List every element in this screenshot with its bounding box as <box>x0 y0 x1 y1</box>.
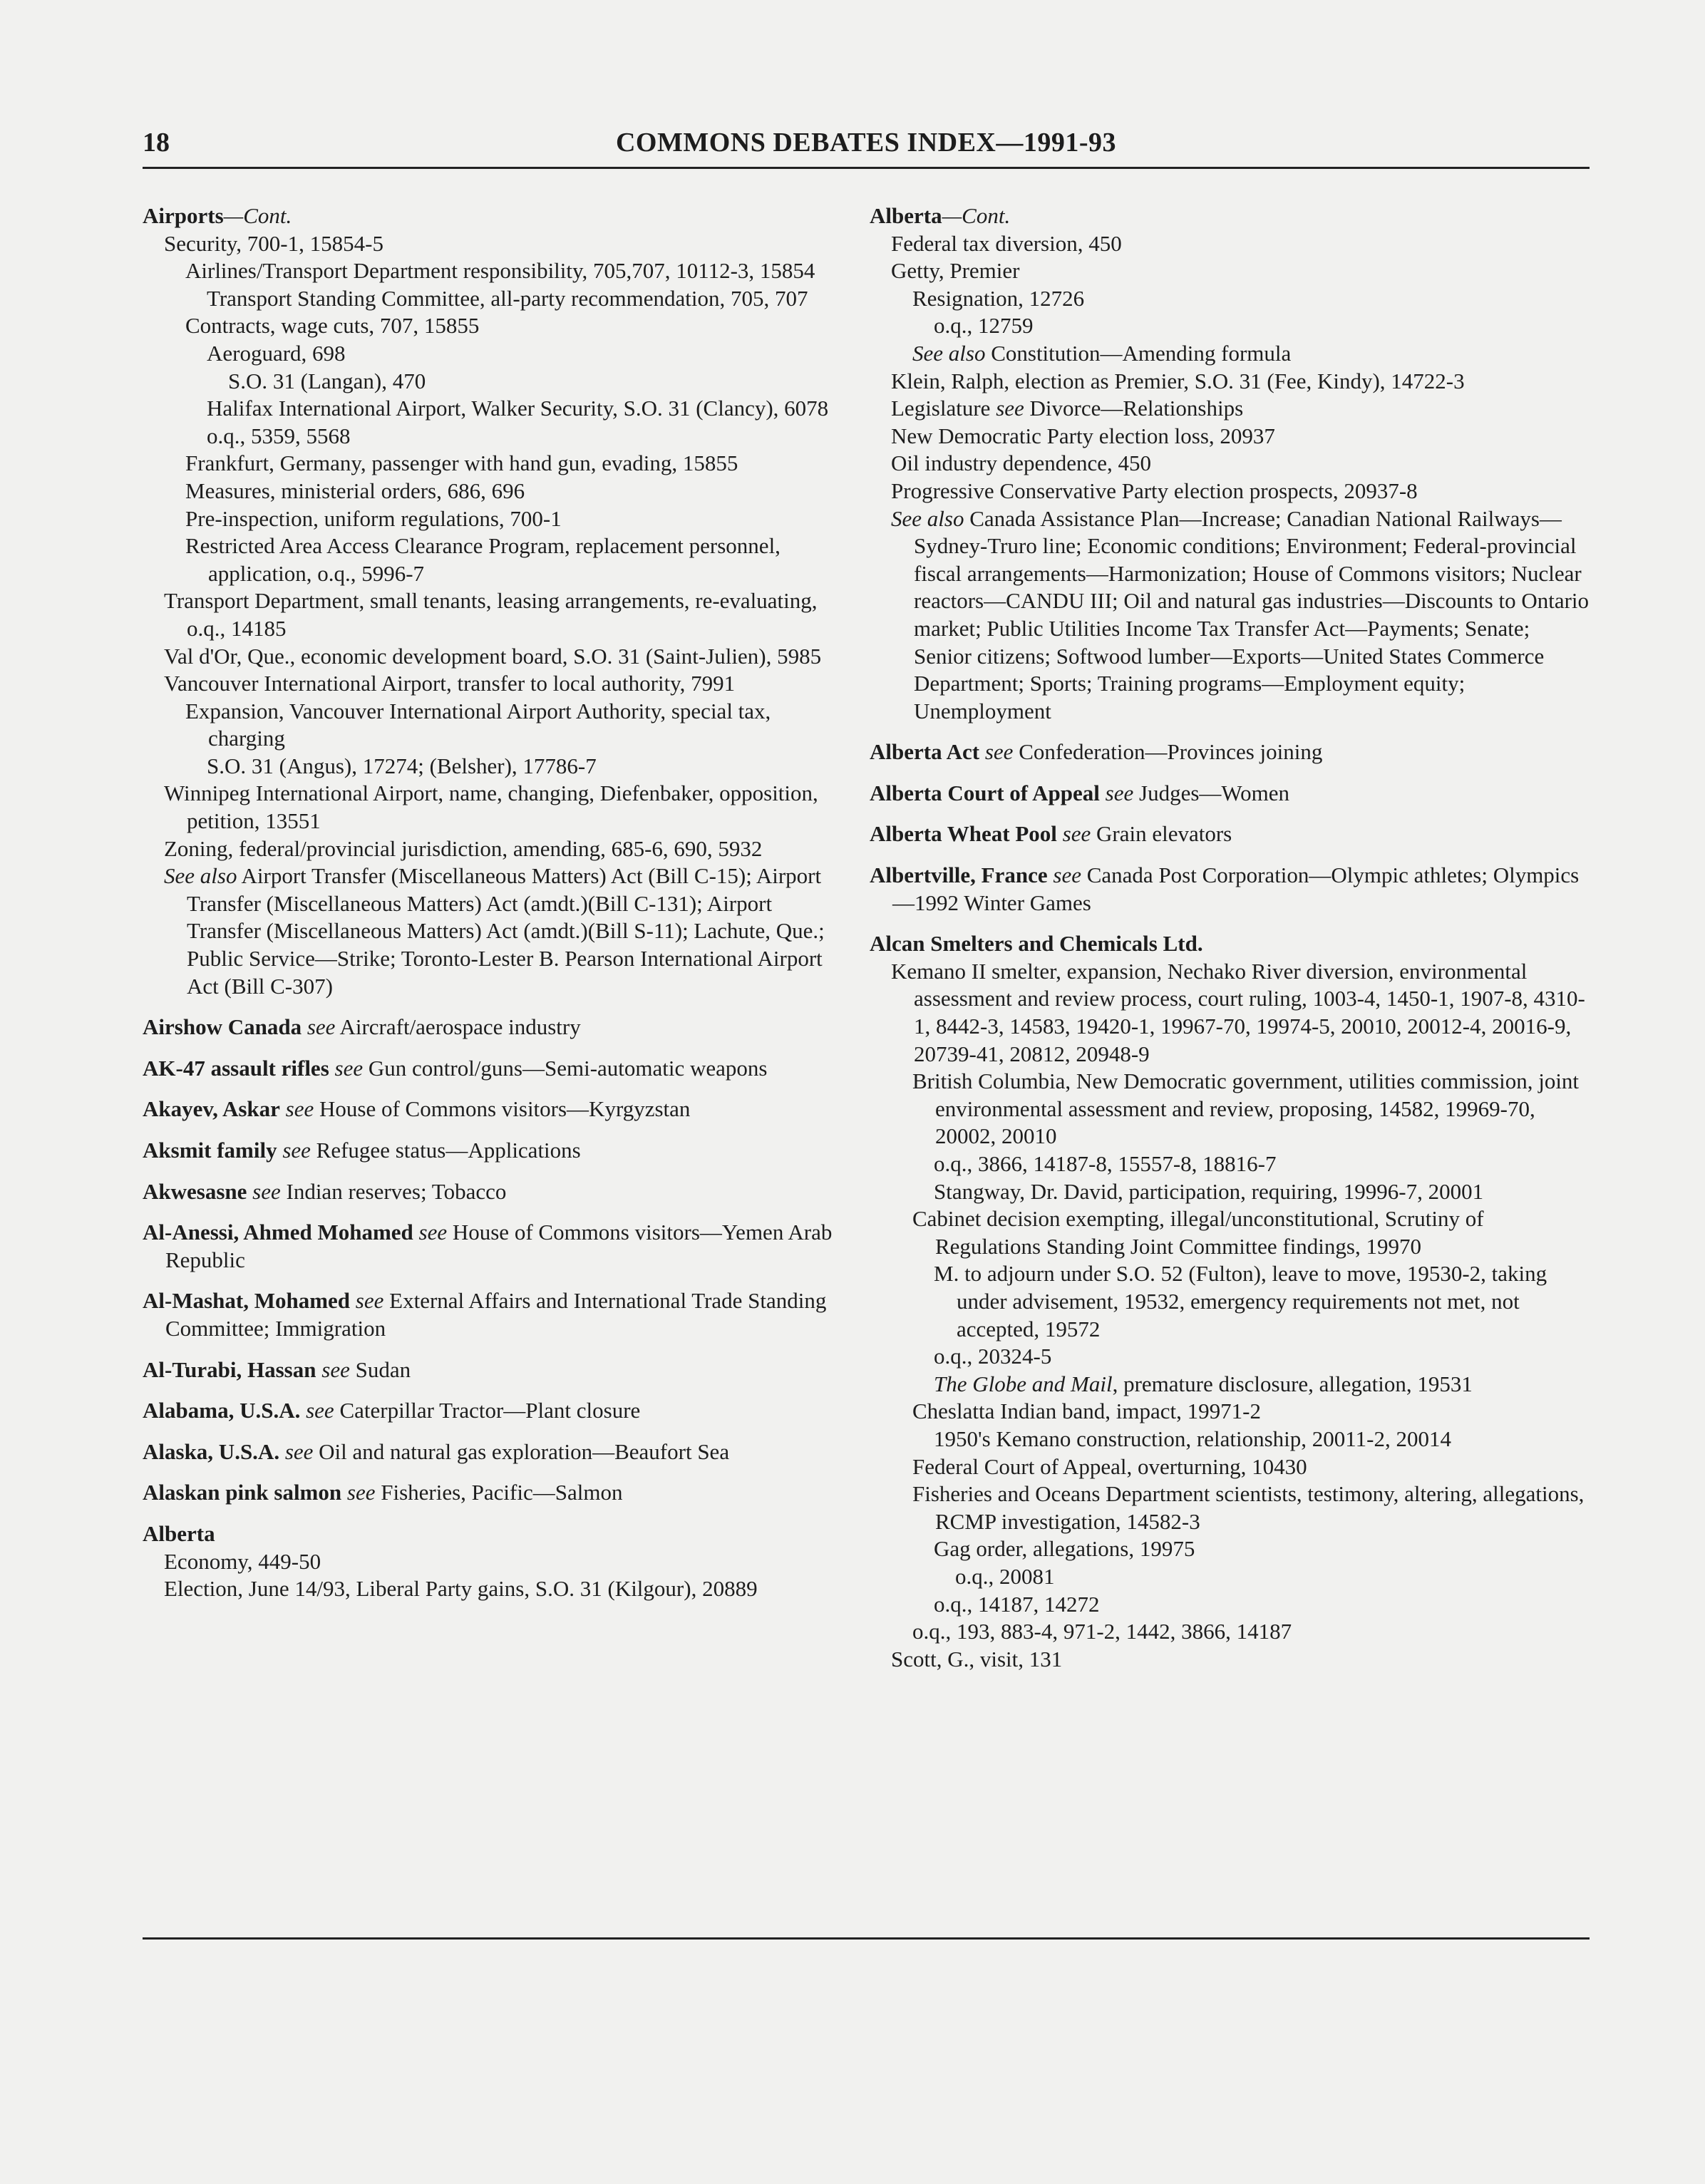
entry-text: Sudan <box>349 1356 411 1382</box>
index-subentry <box>870 1618 1590 1646</box>
see-marker: see <box>418 1220 448 1245</box>
entry-text: Airport Transfer (Miscellaneous Matters) Act (Bill C-15); Airport Transfer (Miscellaneous Matters) Act (amdt.)(Bill C-131); Airport Transfer (Miscellaneous Matters) Act (amdt.)(Bill S-11); Lachute, Que.; Public Service—Strike; Toronto-Lester B. Pearson International Airport Act (Bill C-307) <box>187 863 825 999</box>
entry-text: o.q., 5359, 5568 <box>207 423 351 448</box>
entry-text: Pre-inspection, uniform regulations, 700-1 <box>185 505 562 531</box>
entry-text: Confederation—Provinces joining <box>1013 739 1323 765</box>
see-marker: see <box>285 1096 314 1122</box>
running-head: COMMONS DEBATES INDEX—1991-93 <box>615 128 1117 158</box>
see-marker: see <box>321 1356 350 1382</box>
entry-text: Kemano II smelter, expansion, Nechako River diversion, environmental assessment and review process, court ruling, 1003-4, 1450-1, 1907-8, 4310-1, 8442-3, 14583, 19420-1, 19967-70, 19974-5, 20010, 20012-4, 20016-9, 20739-41, 20812, 20948-9 <box>891 958 1585 1066</box>
entry-text: External Affairs and International Trade Standing Committee; Immigration <box>165 1288 827 1341</box>
index-subentry <box>143 395 841 423</box>
index-subentry <box>143 230 841 258</box>
index-subentry <box>870 1178 1590 1206</box>
index-subentry <box>143 257 841 285</box>
index-subentry <box>143 285 841 313</box>
right-index-column <box>870 202 1590 1673</box>
index-subentry <box>870 312 1590 340</box>
entry-headword: Aksmit family <box>143 1138 277 1163</box>
index-subentry <box>143 312 841 340</box>
entry-text: Aircraft/aerospace industry <box>335 1014 581 1040</box>
index-heading-entry <box>143 1287 841 1342</box>
entry-text: S.O. 31 (Langan), 470 <box>228 368 426 393</box>
entry-text: o.q., 20081 <box>955 1563 1055 1589</box>
entry-text: Fisheries and Oceans Department scientists, testimony, altering, allegations, RCMP investigation, 14582-3 <box>912 1481 1585 1534</box>
index-subentry <box>143 780 841 835</box>
entry-text: o.q., 3866, 14187-8, 15557-8, 18816-7 <box>934 1151 1277 1176</box>
entry-text: Oil industry dependence, 450 <box>891 450 1152 476</box>
index-subentry <box>870 1343 1590 1371</box>
entry-text: Gun control/guns—Semi-automatic weapons <box>363 1055 768 1081</box>
entry-text: Progressive Conservative Party election prospects, 20937-8 <box>891 478 1418 503</box>
continued-marker: —Cont. <box>942 203 1011 228</box>
entry-text: Security, 700-1, 15854-5 <box>164 230 383 256</box>
entry-headword: Alcan Smelters and Chemicals Ltd. <box>870 931 1203 957</box>
page-number: 18 <box>143 128 170 158</box>
entry-text: Judges—Women <box>1133 780 1290 805</box>
index-subentry <box>870 423 1590 450</box>
index-subentry <box>143 532 841 587</box>
header-rule <box>143 167 1590 169</box>
entry-text: o.q., 12759 <box>934 313 1034 339</box>
entry-text: Vancouver International Airport, transfer to local authority, 7991 <box>164 671 736 696</box>
see-marker: see <box>282 1138 311 1163</box>
entry-headword: Alaska, U.S.A. <box>143 1438 280 1464</box>
index-subentry <box>143 698 841 753</box>
index-heading-entry <box>143 1479 841 1507</box>
entry-headword: Akayev, Askar <box>143 1096 280 1122</box>
see-marker: see <box>984 739 1014 765</box>
see-marker: see <box>306 1398 334 1423</box>
entry-headword: Alaskan pink salmon <box>143 1480 342 1505</box>
index-subentry <box>870 505 1590 726</box>
entry-text: Cheslatta Indian band, impact, 19971-2 <box>912 1399 1261 1424</box>
index-subentry <box>143 478 841 505</box>
entry-text: Federal tax diversion, 450 <box>891 230 1122 256</box>
index-subentry <box>143 862 841 1000</box>
index-subentry <box>143 368 841 396</box>
entry-text: Klein, Ralph, election as Premier, S.O. 31 (Fee, Kindy), 14722-3 <box>891 368 1465 393</box>
index-heading-entry <box>143 1397 841 1425</box>
entry-headword: Al-Turabi, Hassan <box>143 1356 316 1382</box>
index-subentry <box>870 1068 1590 1150</box>
entry-text: Transport Standing Committee, all-party recommendation, 705, 707 <box>207 285 808 311</box>
see-also-marker: See also <box>164 863 237 889</box>
see-also-marker: See also <box>912 340 986 366</box>
see-marker: see <box>1105 780 1134 805</box>
entry-text: Gag order, allegations, 19975 <box>934 1536 1195 1562</box>
entry-headword: Akwesasne <box>143 1178 247 1204</box>
entry-headword: AK-47 assault rifles <box>143 1055 329 1081</box>
index-subentry <box>870 958 1590 1068</box>
entry-text: Divorce—Relationships <box>1024 396 1244 421</box>
index-heading-entry <box>143 1055 841 1083</box>
page-header <box>143 127 1590 170</box>
entry-text: Getty, Premier <box>891 258 1020 284</box>
index-subentry <box>870 1426 1590 1453</box>
index-subentry <box>870 1480 1590 1535</box>
entry-headword: Alabama, U.S.A. <box>143 1398 301 1423</box>
index-heading-entry <box>143 1096 841 1123</box>
entry-text: Halifax International Airport, Walker Security, S.O. 31 (Clancy), 6078 <box>207 396 829 421</box>
entry-text: Measures, ministerial orders, 686, 696 <box>185 478 525 503</box>
index-subentry <box>143 753 841 781</box>
index-subentry <box>870 368 1590 396</box>
publication-title: The Globe and Mail <box>934 1371 1113 1396</box>
entry-text: Refugee status—Applications <box>310 1138 581 1163</box>
entry-text: Stangway, Dr. David, participation, requiring, 19996-7, 20001 <box>934 1178 1484 1204</box>
see-marker: see <box>346 1480 376 1505</box>
entry-text: Grain elevators <box>1091 821 1232 847</box>
index-subentry <box>870 257 1590 285</box>
entry-headword: Airshow Canada <box>143 1014 302 1040</box>
index-heading-entry <box>870 930 1590 958</box>
index-subentry <box>143 643 841 671</box>
continued-marker: —Cont. <box>223 203 292 228</box>
index-heading-entry <box>870 738 1590 766</box>
index-subentry <box>870 1260 1590 1343</box>
index-subentry <box>870 1150 1590 1178</box>
see-marker: see <box>252 1178 281 1204</box>
see-marker: see <box>1062 821 1091 847</box>
index-subentry <box>870 395 1590 423</box>
index-subentry <box>143 450 841 478</box>
entry-text: Transport Department, small tenants, leasing arrangements, re-evaluating, o.q., 14185 <box>164 588 818 641</box>
entry-text: Resignation, 12726 <box>912 285 1085 311</box>
entry-headword: Alberta Act <box>870 739 980 765</box>
entry-text: Caterpillar Tractor—Plant closure <box>334 1398 641 1423</box>
index-subentry <box>143 340 841 368</box>
left-index-column <box>143 202 841 1603</box>
index-heading-entry <box>870 820 1590 848</box>
entry-headword: Alberta Wheat Pool <box>870 821 1057 847</box>
entry-text: S.O. 31 (Angus), 17274; (Belsher), 17786-7 <box>207 753 597 778</box>
index-subentry <box>870 1646 1590 1674</box>
index-heading-entry <box>143 1219 841 1274</box>
entry-text: House of Commons visitors—Kyrgyzstan <box>314 1096 691 1122</box>
entry-text: Val d'Or, Que., economic development board, S.O. 31 (Saint-Julien), 5985 <box>164 643 822 669</box>
index-subentry <box>143 423 841 450</box>
index-heading-entry <box>143 1014 841 1041</box>
entry-headword: Al-Mashat, Mohamed <box>143 1288 351 1314</box>
entry-text: o.q., 20324-5 <box>934 1344 1052 1369</box>
see-marker: see <box>355 1288 384 1314</box>
entry-text: Legislature <box>891 396 996 421</box>
entry-text: Oil and natural gas exploration—Beaufort Sea <box>313 1438 730 1464</box>
index-heading-entry <box>143 1137 841 1165</box>
entry-text: 1950's Kemano construction, relationship, 20011-2, 20014 <box>934 1426 1451 1451</box>
entry-text: Zoning, federal/provincial jurisdiction, amending, 685-6, 690, 5932 <box>164 835 763 861</box>
index-subentry <box>870 1371 1590 1399</box>
see-marker: see <box>307 1014 336 1040</box>
see-marker: see <box>996 396 1024 421</box>
index-subentry <box>143 1548 841 1576</box>
entry-text: Economy, 449-50 <box>164 1548 321 1574</box>
entry-text: Contracts, wage cuts, 707, 15855 <box>185 313 480 339</box>
entry-text: o.q., 14187, 14272 <box>934 1591 1100 1617</box>
entry-text: Airlines/Transport Department responsibility, 705,707, 10112-3, 15854 <box>185 258 815 284</box>
index-subentry <box>143 1575 841 1603</box>
entry-text: Frankfurt, Germany, passenger with hand gun, evading, 15855 <box>185 450 738 476</box>
see-marker: see <box>284 1438 314 1464</box>
entry-text: Constitution—Amending formula <box>985 340 1292 366</box>
index-heading-entry <box>143 1520 841 1548</box>
entry-text: Indian reserves; Tobacco <box>280 1178 507 1204</box>
index-subentry <box>870 1535 1590 1563</box>
index-subentry <box>870 1453 1590 1481</box>
entry-text: Scott, G., visit, 131 <box>891 1646 1063 1672</box>
entry-text: Canada Post Corporation—Olympic athletes; Olympics—1992 Winter Games <box>892 862 1580 915</box>
entry-text: Canada Assistance Plan—Increase; Canadian National Railways—Sydney-Truro line; Economic conditions; Environment; Federal-provincial fiscal arrangements—Harmonization; House of Commons visitors; Nuclear reactors—CANDU III; Oil and natural gas industries—Discounts to Ontario market; Public Utilities Income Tax Transfer Act—Payments; Senate; Senior citizens; Softwood lumber—Exports—United States Commerce Department; Sports; Training programs—Employment equity; Unemployment <box>914 505 1590 723</box>
index-heading-entry <box>143 202 841 230</box>
entry-text: Aeroguard, 698 <box>207 340 346 366</box>
index-subentry <box>143 587 841 642</box>
index-subentry <box>870 1563 1590 1591</box>
entry-text: House of Commons visitors—Yemen Arab Republic <box>165 1220 833 1272</box>
entry-headword: Alberta <box>143 1520 215 1546</box>
index-subentry <box>143 505 841 533</box>
index-heading-entry <box>143 1356 841 1384</box>
entry-text: Federal Court of Appeal, overturning, 10430 <box>912 1453 1307 1479</box>
index-heading-entry <box>870 780 1590 808</box>
entry-text: Cabinet decision exempting, illegal/unconstitutional, Scrutiny of Regulations Standing Joint Committee findings, 19970 <box>912 1206 1484 1259</box>
entry-headword: Airports <box>143 203 224 228</box>
entry-text: British Columbia, New Democratic government, utilities commission, joint environmental assessment and review, proposing, 14582, 19969-70, 20002, 20010 <box>912 1068 1580 1149</box>
entry-text: M. to adjourn under S.O. 52 (Fulton), leave to move, 19530-2, taking under advisement, 19532, emergency requirements not met, not accepted, 19572 <box>934 1261 1547 1341</box>
entry-headword: Al-Anessi, Ahmed Mohamed <box>143 1220 413 1245</box>
entry-headword: Albertville, France <box>870 862 1048 888</box>
index-subentry <box>143 670 841 698</box>
index-heading-entry <box>143 1438 841 1466</box>
index-subentry <box>870 285 1590 313</box>
index-subentry <box>870 1398 1590 1426</box>
entry-text: Winnipeg International Airport, name, changing, Diefenbaker, opposition, petition, 13551 <box>164 781 818 834</box>
entry-text: New Democratic Party election loss, 20937 <box>891 423 1275 448</box>
index-heading-entry <box>870 202 1590 230</box>
entry-text: Fisheries, Pacific—Salmon <box>375 1480 623 1505</box>
index-heading-entry <box>870 862 1590 917</box>
entry-text: Election, June 14/93, Liberal Party gains, S.O. 31 (Kilgour), 20889 <box>164 1576 758 1602</box>
entry-headword: Alberta Court of Appeal <box>870 780 1100 805</box>
entry-headword: Alberta <box>870 203 942 228</box>
index-subentry <box>870 478 1590 505</box>
footer-rule <box>143 1937 1590 1940</box>
entry-text: Restricted Area Access Clearance Program, replacement personnel, application, o.q., 5996-7 <box>185 533 781 586</box>
index-subentry <box>870 340 1590 368</box>
entry-text: Expansion, Vancouver International Airport Authority, special tax, charging <box>185 698 771 751</box>
index-subentry <box>870 1205 1590 1260</box>
entry-text: o.q., 193, 883-4, 971-2, 1442, 3866, 14187 <box>912 1619 1292 1644</box>
index-subentry <box>143 835 841 863</box>
index-subentry <box>870 1591 1590 1619</box>
index-subentry <box>870 230 1590 258</box>
index-heading-entry <box>143 1178 841 1206</box>
entry-text: , premature disclosure, allegation, 19531 <box>1112 1371 1473 1396</box>
see-marker: see <box>334 1055 364 1081</box>
see-marker: see <box>1053 862 1081 888</box>
see-also-marker: See also <box>891 505 964 531</box>
index-subentry <box>870 450 1590 478</box>
